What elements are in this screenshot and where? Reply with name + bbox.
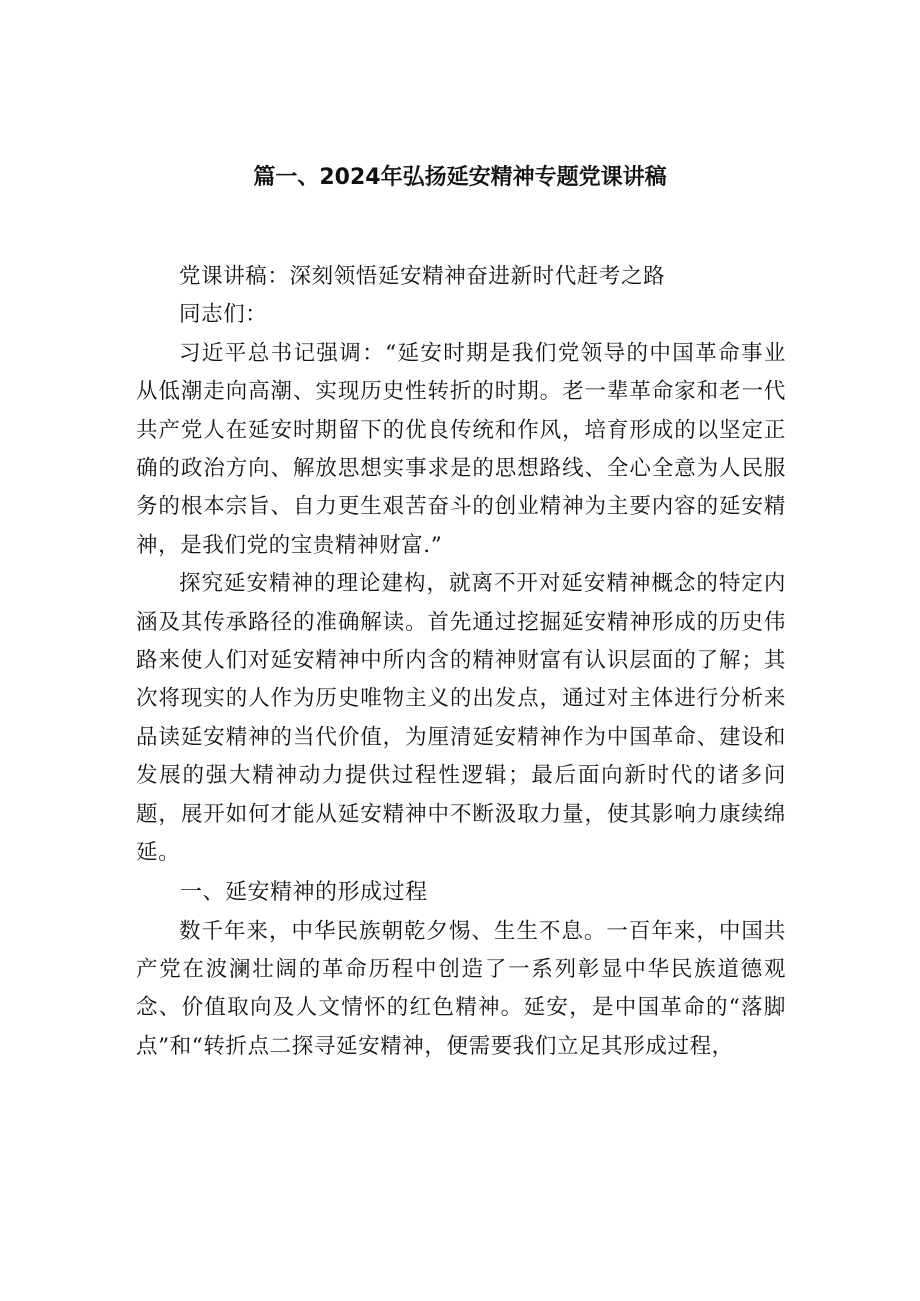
paragraph-section-one: 数千年来，中华民族朝乾夕惕、生生不息。一百年来，中国共产党在波澜壮阔的革命历程中创造了一系列彰显中华民族道德观念、价值取向及人文情怀的红色精神。延安，是中国革命的“落脚点”和“转折点二探寻延安精神，便需要我们立足其形成过程， <box>136 918 786 1059</box>
subtitle-line: 党课讲稿：深刻领悟延安精神奋进新时代赶考之路 <box>179 264 666 289</box>
salutation: 同志们： <box>179 302 268 328</box>
document-title: 篇一、2024年弘扬延安精神专题党课讲稿 <box>253 165 667 190</box>
section-heading: 一、延安精神的形成过程 <box>180 879 428 905</box>
document-body <box>136 258 786 1066</box>
paragraph-theory: 探究延安精神的理论建构，就离不开对延安精神概念的特定内涵及其传承路径的准确解读。首先通过挖掘延安精神形成的历史伟路来使人们对延安精神中所内含的精神财富有认识层面的了解；其次将现实的人作为历史唯物主义的出发点，通过对主体进行分析来品读延安精神的当代价值，为厘清延安精神作为中国革命、建设和发展的强大精神动力提供过程性逻辑；最后面向新时代的诸多问题，展开如何才能从延安精神中不断汲取力量，使其影响力康续绵延。 <box>136 571 786 866</box>
paragraph-quote: 习近平总书记强调：“延安时期是我们党领导的中国革命事业从低潮走向高潮、实现历史性转折的时期。老一辈革命家和老一代共产党人在延安时期留下的优良传统和作风，培育形成的以坚定正确的政治方向、解放思想实事求是的思想路线、全心全意为人民服务的根本宗旨、自力更生艰苦奋斗的创业精神为主要内容的延安精神，是我们党的宝贵精神财富.” <box>136 340 786 558</box>
